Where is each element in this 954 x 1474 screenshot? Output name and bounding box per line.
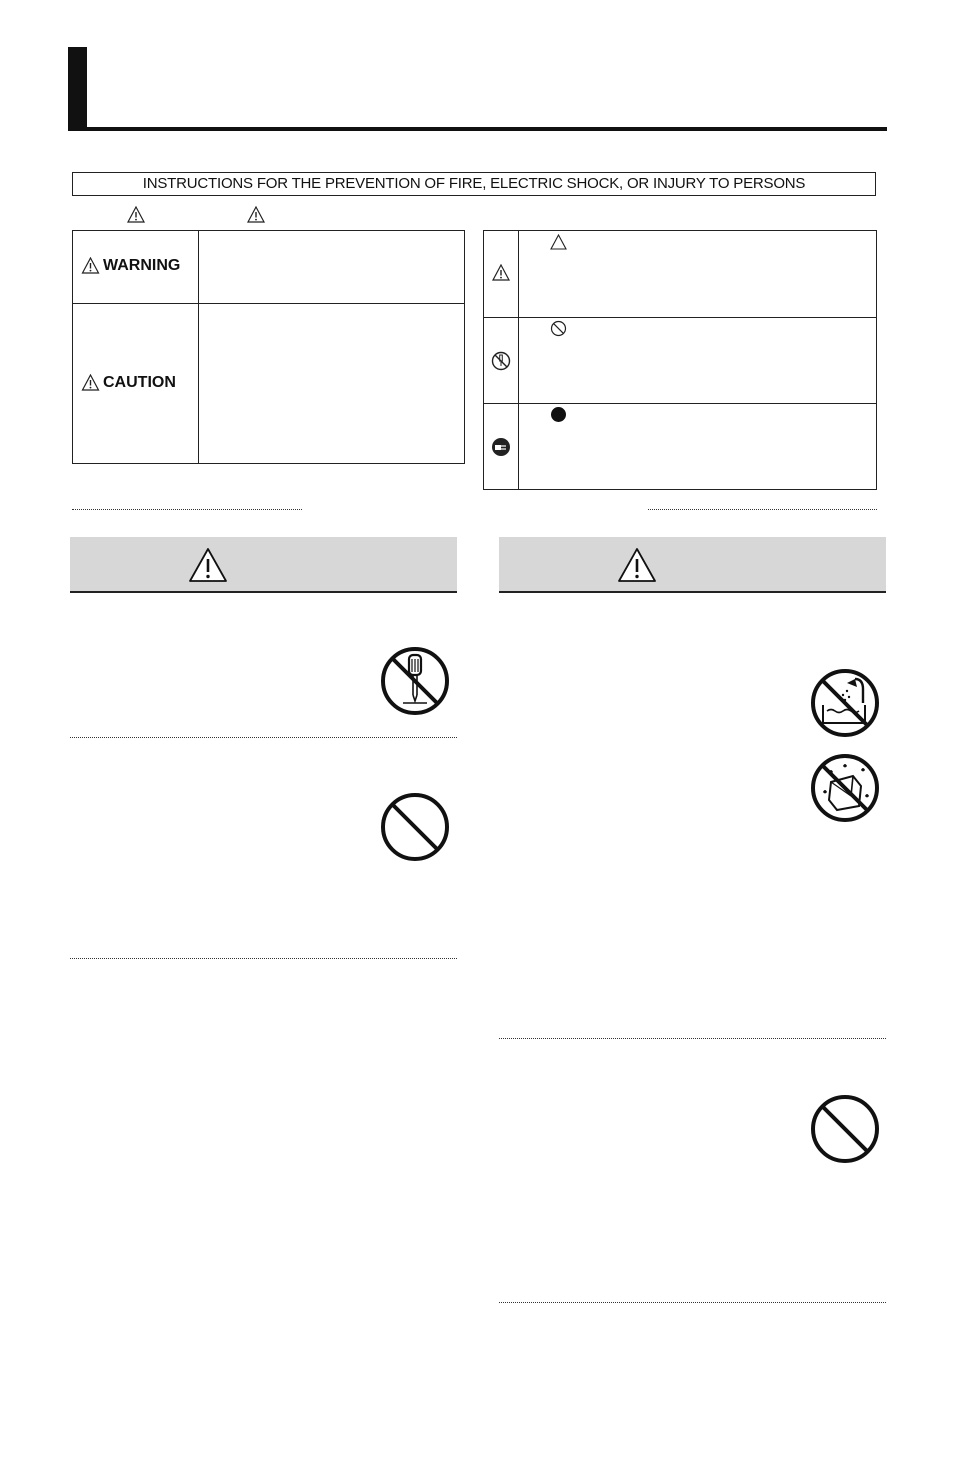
no-disassemble-icon [491,351,511,371]
divider [499,1038,886,1039]
no-disassemble-icon [379,645,451,717]
prohibition-circle-icon [379,791,451,863]
instructions-banner: INSTRUCTIONS FOR THE PREVENTION OF FIRE, ELECTRIC SHOCK, OR INJURY TO PERSONS [72,172,876,196]
caution-triangle-icon [617,547,657,583]
prohibition-circle-icon [809,1093,881,1165]
divider [648,509,877,510]
warning-triangle-icon [188,547,228,583]
caution-triangle-icon [247,206,265,224]
warning-triangle-icon [492,264,510,282]
no-wet-icon [809,752,881,824]
title-bar [68,47,87,131]
mandatory-dot-icon [550,406,567,423]
divider [499,1302,886,1303]
prohibition-circle-icon [550,320,567,337]
symbol-table [483,230,877,490]
warning-caution-table [72,230,465,464]
title-rule [68,127,887,131]
warning-triangle-icon [127,206,145,224]
divider [72,509,302,510]
warning-triangle-icon [81,257,100,275]
triangle-outline-icon [550,234,567,250]
caution-heading-band [499,537,886,593]
unplug-icon [491,437,511,457]
warning-heading-band [70,537,457,593]
warning-label: WARNING [81,257,180,275]
caution-label: CAUTION [81,374,176,392]
caution-triangle-icon [81,374,100,392]
no-water-icon [809,667,881,739]
divider [70,958,457,959]
divider [70,737,457,738]
